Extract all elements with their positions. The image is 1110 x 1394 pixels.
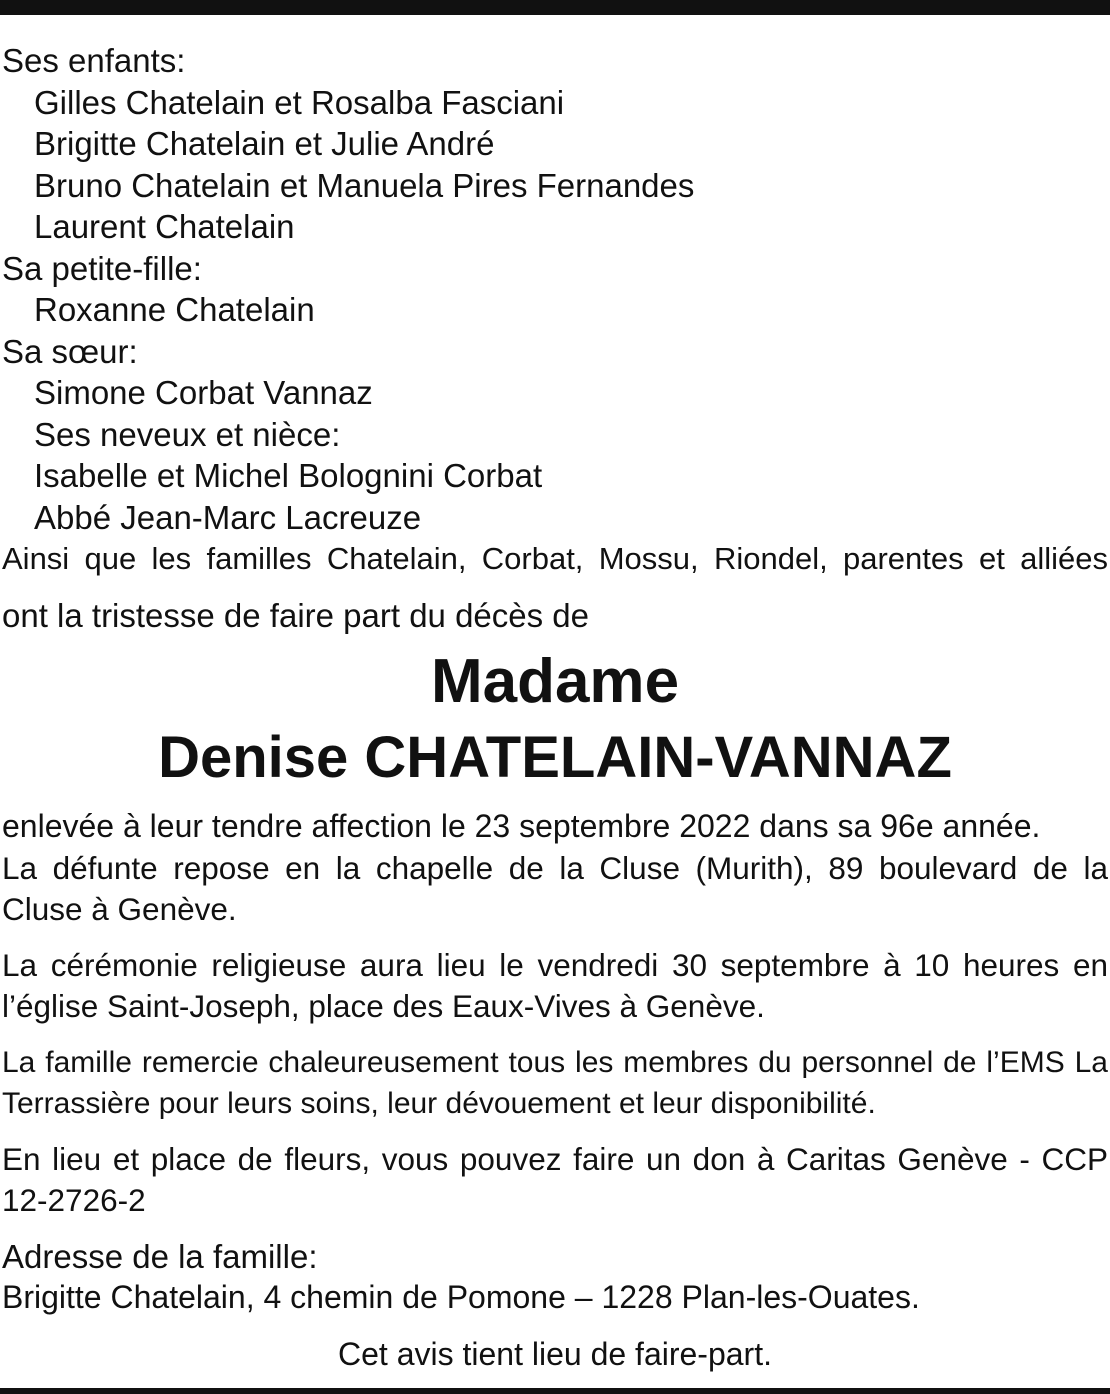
address-line: Brigitte Chatelain, 4 chemin de Pomone – 1228 Plan-les-Ouates. bbox=[2, 1279, 920, 1315]
nephew-1: Isabelle et Michel Bolognini Corbat bbox=[34, 457, 543, 494]
donation-paragraph: En lieu et place de fleurs, vous pouvez faire un don à Caritas Genève - CCP 12-2726-2 bbox=[2, 1140, 1108, 1218]
bottom-rule bbox=[0, 1388, 1110, 1394]
deceased-title: Madame bbox=[430, 647, 680, 716]
deceased-name-block bbox=[2, 644, 1108, 796]
child-4: Laurent Chatelain bbox=[34, 208, 295, 245]
thanks-paragraph: La famille remercie chaleureusement tous les membres du personnel de l’EMS La Terrassière pour leurs soins, leur dévouement et leur disponibilité. bbox=[2, 1045, 1108, 1120]
children-heading: Ses enfants: bbox=[2, 42, 186, 79]
passed-paragraph: enlevée à leur tendre affection le 23 septembre 2022 dans sa 96e année. bbox=[2, 808, 1041, 844]
top-rule bbox=[0, 0, 1110, 15]
sister-heading: Sa sœur: bbox=[2, 332, 138, 370]
other-families: Ainsi que les familles Chatelain, Corbat, Mossu, Riondel, parentes et alliées bbox=[2, 541, 1108, 576]
sister: Simone Corbat Vannaz bbox=[34, 374, 373, 411]
child-3: Bruno Chatelain et Manuela Pires Fernandes bbox=[34, 166, 695, 204]
announcement: ont la tristesse de faire part du décès de bbox=[2, 596, 590, 634]
nephews-heading: Ses neveux et nièce: bbox=[34, 415, 341, 453]
child-1: Gilles Chatelain et Rosalba Fasciani bbox=[34, 83, 565, 121]
notice-body bbox=[2, 40, 1108, 1375]
address-heading: Adresse de la famille: bbox=[2, 1237, 318, 1275]
granddaughter: Roxanne Chatelain bbox=[34, 291, 315, 328]
granddaughter-heading: Sa petite-fille: bbox=[2, 249, 202, 287]
nephew-2: Abbé Jean-Marc Lacreuze bbox=[34, 498, 422, 536]
deceased-name: Denise CHATELAIN-VANNAZ bbox=[158, 725, 952, 790]
rest-paragraph: La défunte repose en la chapelle de la Cluse (Murith), 89 boulevard de la Cluse à Genève. bbox=[2, 849, 1108, 927]
footer-note: Cet avis tient lieu de faire-part. bbox=[338, 1335, 772, 1372]
ceremony-paragraph: La cérémonie religieuse aura lieu le vendredi 30 septembre à 10 heures en l’église Saint-Joseph, place des Eaux-Vives à Genève. bbox=[2, 946, 1108, 1024]
child-2: Brigitte Chatelain et Julie André bbox=[34, 125, 495, 162]
